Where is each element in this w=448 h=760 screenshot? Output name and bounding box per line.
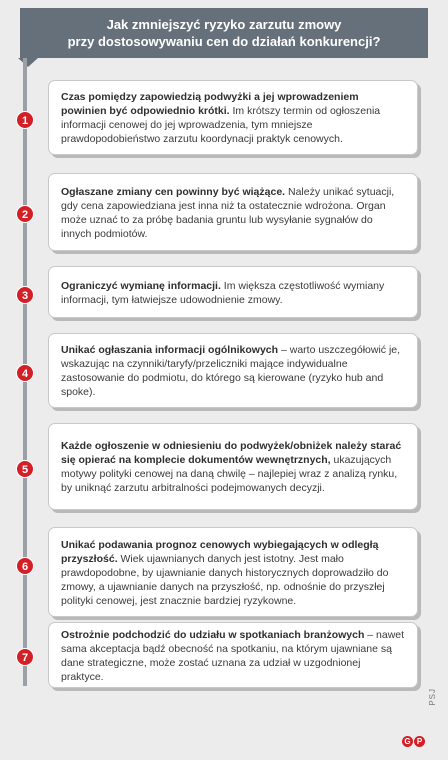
tip-card-3 [48,266,418,318]
publisher-logo [402,736,426,748]
tip-heading: Czas pomiędzy zapowiedzią podwyżki a jej wprowadzeniem powinien być odpowiednio krótki. [61,91,359,117]
tip-heading: Unikać ogłaszania informacji ogólnikowych [61,344,279,356]
tip-text: Należy unikać sytuacji, gdy cena zapowiedziana jest inna niż ta ostatecznie wdrożona. Organ może uznać to za próbę badania gruntu lub wysyłanie sygnałów do innych podmiotów. [61,185,395,240]
title-line-2: przy dostosowywaniu cen do działań konkurencji? [67,34,381,49]
tip-text: Im krótszy termin od ogłoszenia informacji cenowej do jej wprowadzenia, tym mniejsze prawdopodobieństwo zarzutu koordynacji praktyk cenowych. [61,105,381,145]
tip-heading: Ogłaszane zmiany cen powinny być wiążące. [61,185,286,198]
item-number-badge: 6 [16,557,34,575]
item-number-badge: 5 [16,460,34,478]
tip-card-5 [48,423,418,510]
tip-card-2 [48,173,418,251]
tip-heading: Ostrożnie podchodzić do udziału w spotkaniach branżowych [61,628,365,641]
tip-text: Im większa częstotliwość wymiany informacji, tym łatwiejsze udowodnienie zmowy. [61,279,385,306]
item-number-badge: 2 [16,205,34,223]
item-number-badge: 3 [16,286,34,304]
infographic-title [20,8,428,58]
tip-text: – warto uszczegółowić je, wskazując na czynniki/taryfy/przeliczniki mające indywidualne zastosowanie do podmiotu, do którego są kierowane (ryzyko hub and spoke). [61,344,401,398]
tip-card-7 [48,622,418,688]
tip-text: – nawet sama akceptacja bądź obecność na spotkaniu, na którym ujawniane są dane strategiczne, może zostać uznana za udział w uzgodnionej praktyce. [61,628,405,683]
item-number-badge: 4 [16,364,34,382]
logo-letter: P [414,736,425,747]
tip-heading: Ograniczyć wymianę informacji. [61,279,221,292]
side-code: PSJ [428,688,437,706]
tip-card-6 [48,527,418,617]
title-pointer [18,58,38,67]
item-number-badge: 7 [16,648,34,666]
logo-letter: G [402,736,413,747]
tip-text: ukazujących motywy polityki cenowej na daną chwilę – najlepiej wraz z analizą rynku, by uniknąć zarzutu arbitralności podejmowanych decyzji. [61,454,398,494]
tip-heading: Unikać podawania prognoz cenowych wybiegających w odległą przyszłość. [61,538,379,565]
tip-card-4 [48,333,418,408]
tip-text: Wiek ujawnianych danych jest istotny. Jest mało prawdopodobne, by ujawnianie danych historycznych doprowadziło do zmowy, a ujawnianie danych na przyszłość, np. odnośnie do przyszłej polityki cenowej, jest znacznie bardziej ryzykowne. [61,552,389,607]
tip-heading: Każde ogłoszenie w odniesieniu do podwyżek/obniżek należy starać się opierać na komplecie dokumentów wewnętrznych, [61,440,402,466]
item-number-badge: 1 [16,111,34,129]
title-line-1: Jak zmniejszyć ryzyko zarzutu zmowy [106,17,342,32]
tip-card-1 [48,80,418,155]
